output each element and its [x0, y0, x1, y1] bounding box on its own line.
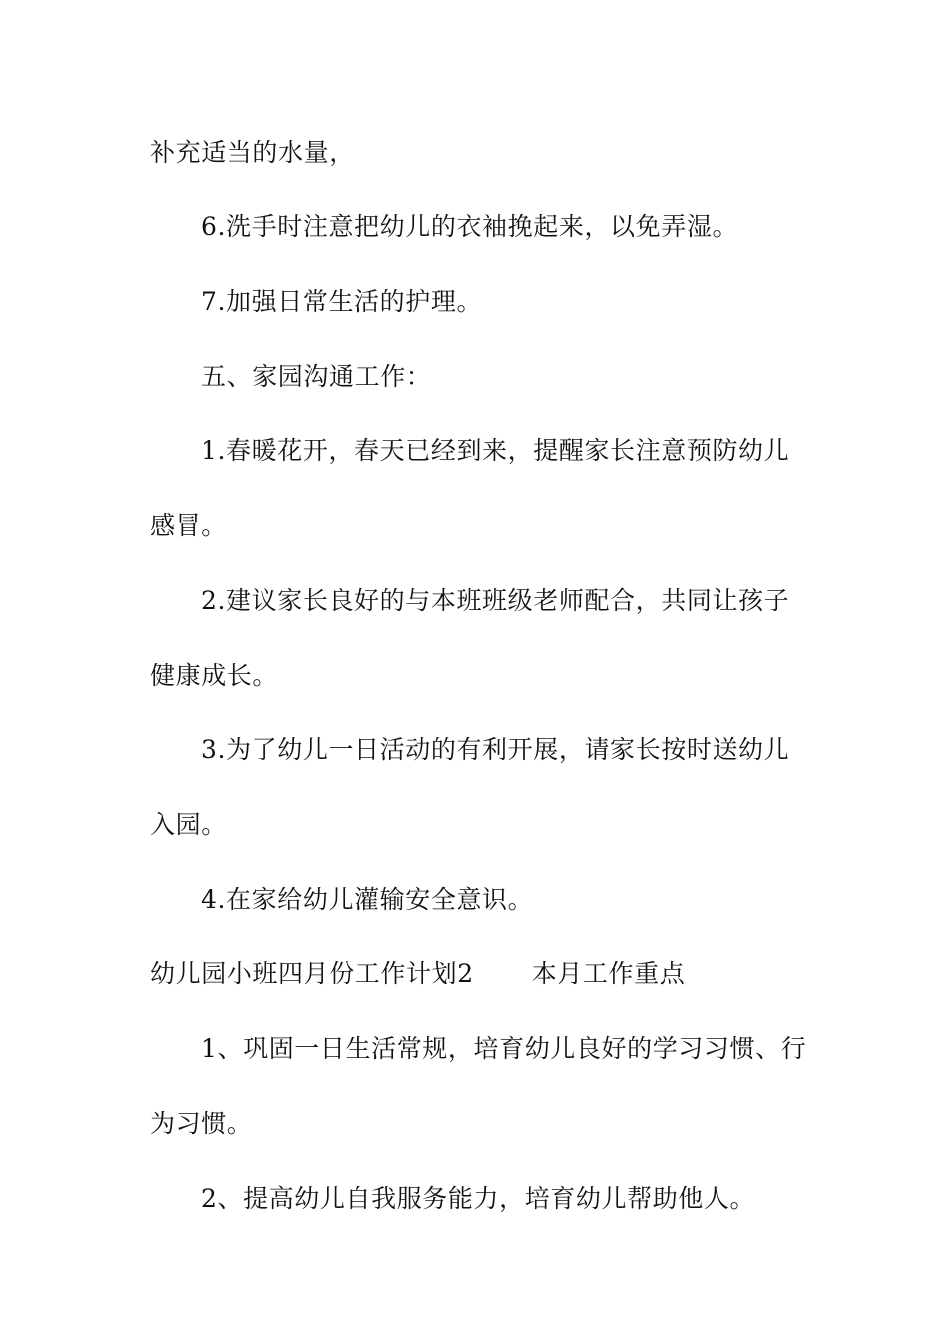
plan-subtitle: 本月工作重点	[531, 959, 686, 988]
text-line: 6.洗手时注意把幼儿的衣袖挽起来，以免弄湿。	[201, 212, 739, 241]
text-line: 2.建议家长良好的与本班班级老师配合，共同让孩子	[201, 586, 790, 615]
plan-title-line	[150, 959, 685, 989]
text-line: 1、巩固一日生活常规，培育幼儿良好的学习习惯、行	[201, 1034, 807, 1063]
plan-title: 幼儿园小班四月份工作计划2	[150, 959, 474, 988]
text-line: 2、提高幼儿自我服务能力，培育幼儿帮助他人。	[201, 1184, 756, 1213]
text-line: 4.在家给幼儿灌输安全意识。	[201, 885, 534, 914]
text-line: 补充适当的水量，	[150, 138, 355, 167]
text-line: 感冒。	[150, 511, 227, 540]
text-line: 健康成长。	[150, 661, 279, 690]
text-line: 入园。	[150, 810, 227, 839]
text-line: 1.春暖花开，春天已经到来，提醒家长注意预防幼儿	[201, 436, 790, 465]
text-line: 7.加强日常生活的护理。	[201, 287, 483, 316]
text-line: 3.为了幼儿一日活动的有利开展，请家长按时送幼儿	[201, 735, 790, 764]
section-heading: 五、家园沟通工作：	[201, 362, 432, 391]
text-line: 为习惯。	[150, 1109, 253, 1138]
